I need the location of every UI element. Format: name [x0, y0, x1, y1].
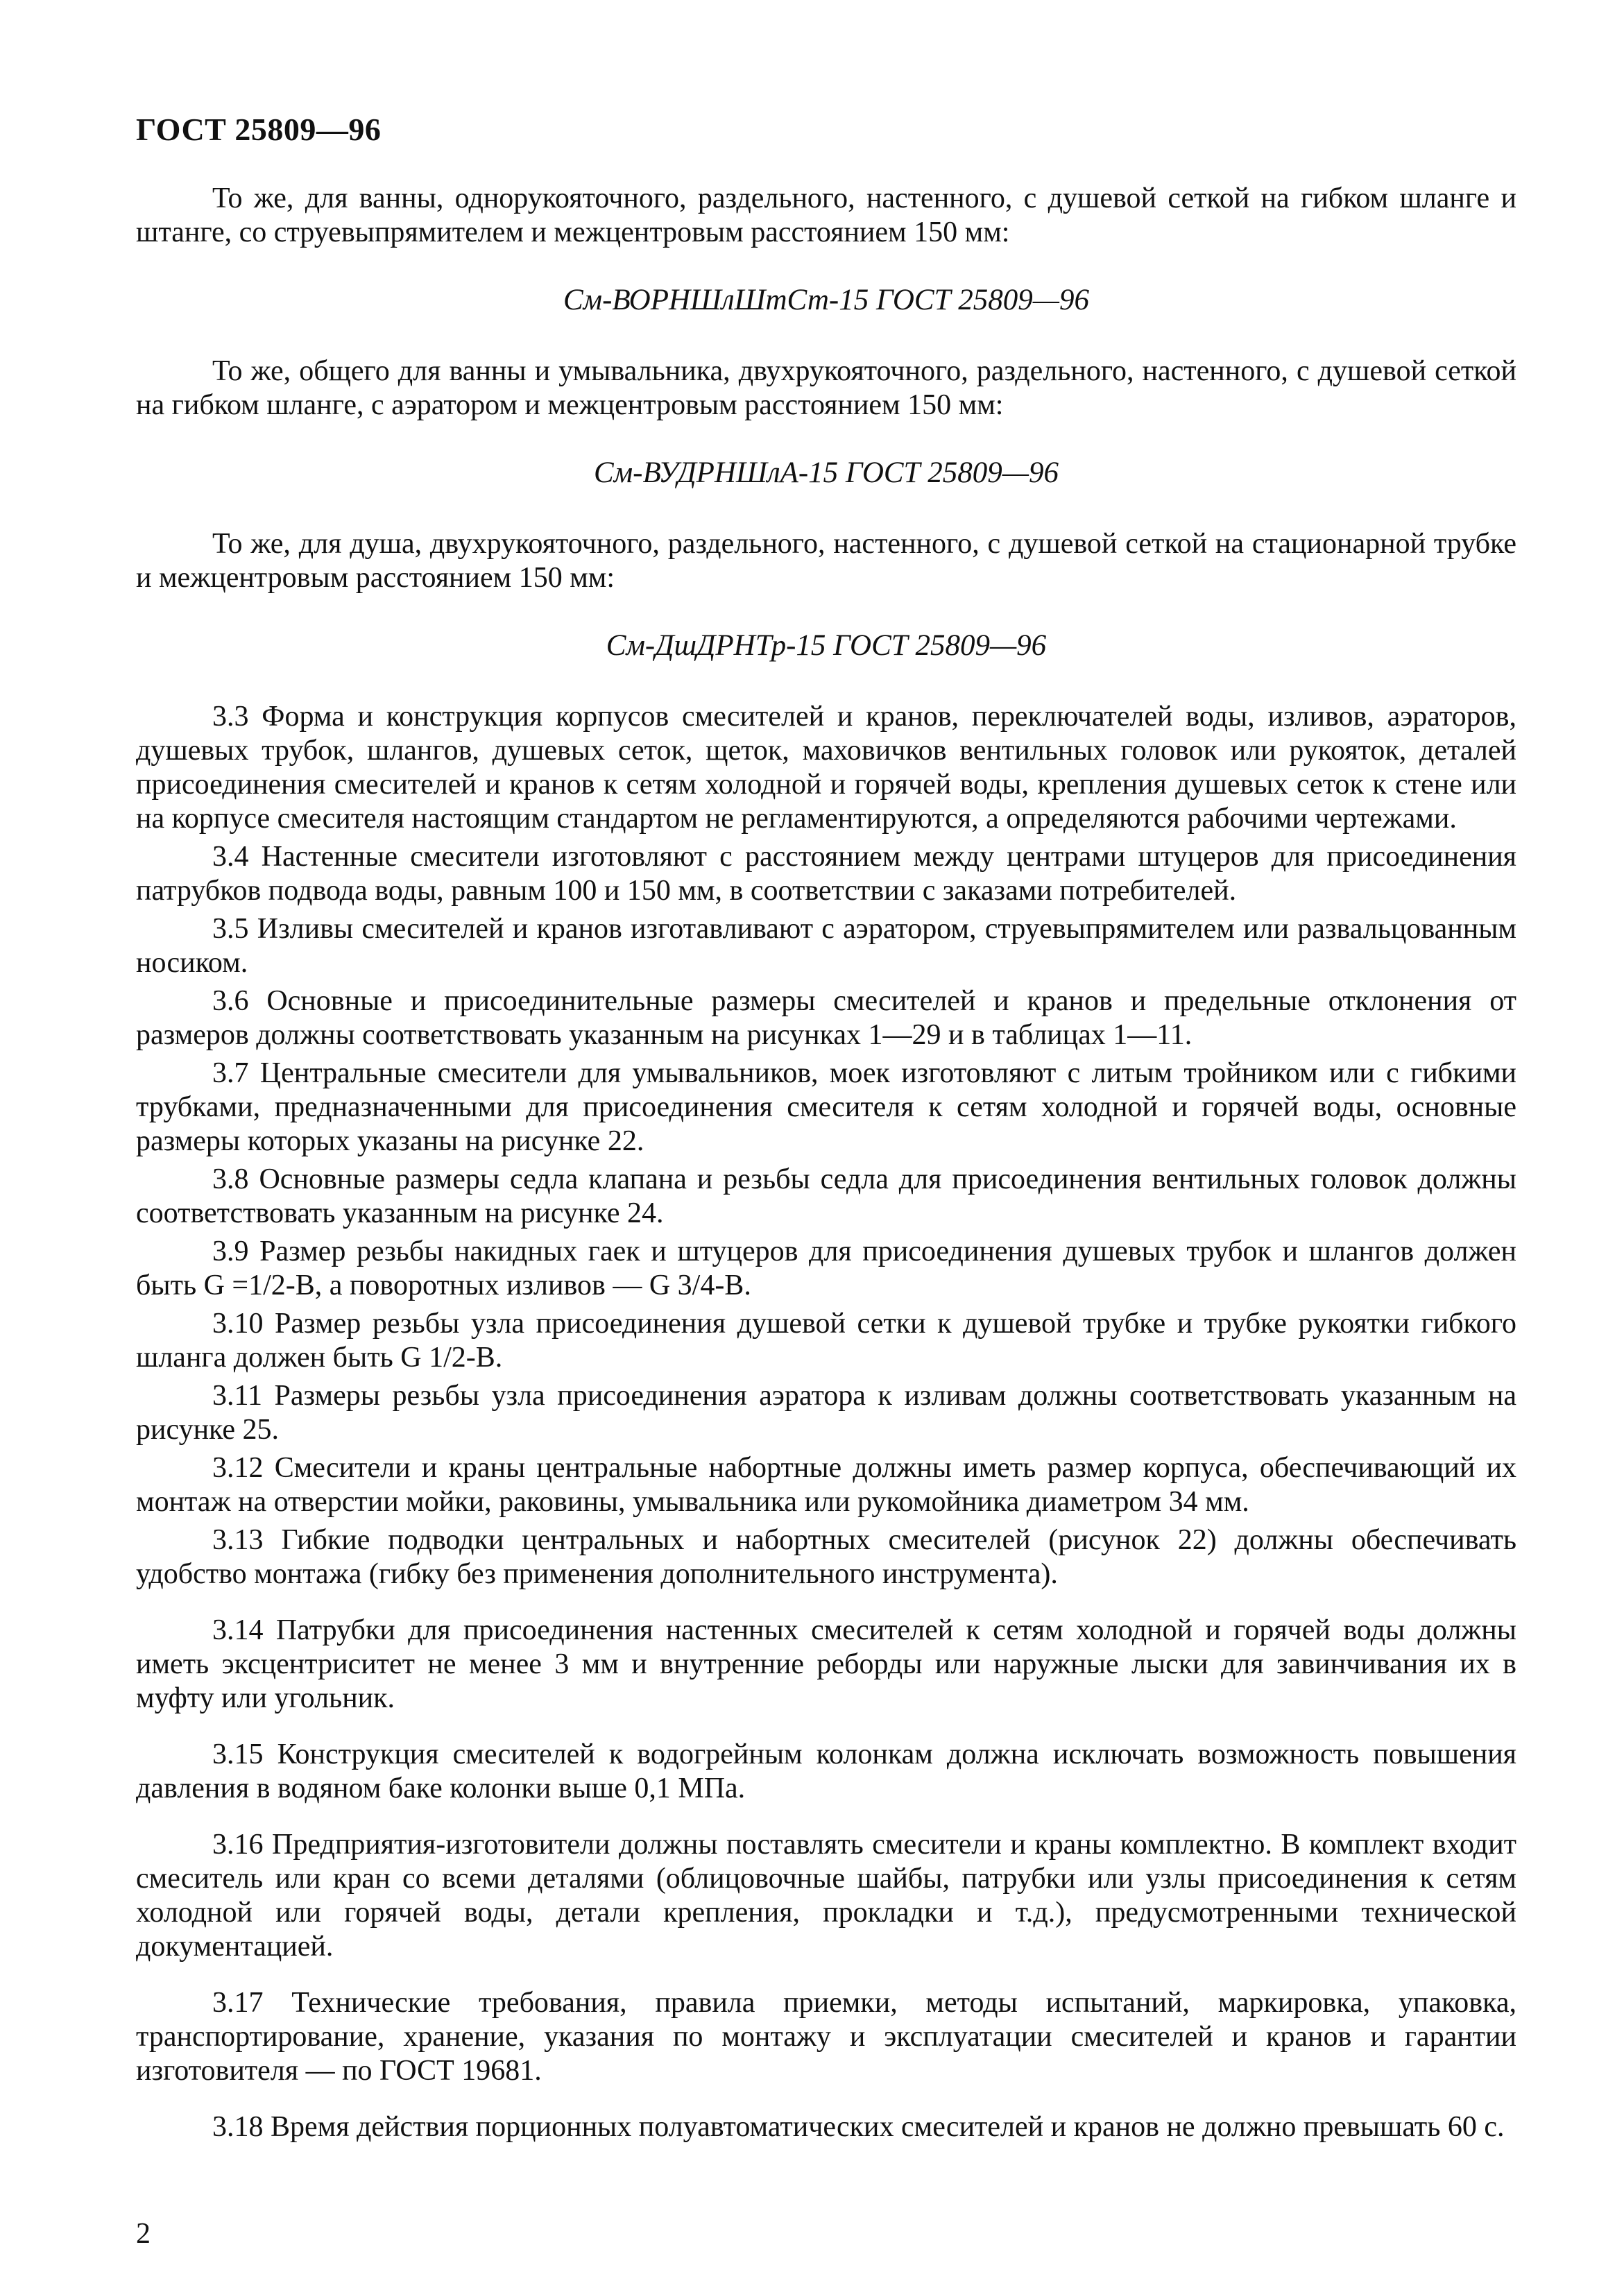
- intro-paragraph: То же, для ванны, однорукояточного, раздельного, настенного, с душевой сеткой на гибком шланге и штанге, со струевыпрямителем и межцентровым расстоянием 150 мм:: [136, 182, 1516, 248]
- clause-3-9: 3.9 Размер резьбы накидных гаек и штуцеров для присоединения душевых трубок и шлангов должен быть G =1/2-B, а поворотных изливов — G 3/4-B.: [136, 1236, 1516, 1301]
- document-body: [136, 182, 1516, 2148]
- document-header: ГОСТ 25809—96: [136, 112, 382, 147]
- clause-3-18: 3.18 Время действия порционных полуавтоматических смесителей и кранов не должно превышать 60 с.: [212, 2111, 1505, 2143]
- clause-3-13: 3.13 Гибкие подводки центральных и набортных смесителей (рисунок 22) должны обеспечивать удобство монтажа (гибку без применения дополнительного инструмента).: [136, 1524, 1516, 1590]
- clause-3-5: 3.5 Изливы смесителей и кранов изготавливают с аэратором, струевыпрямителем или развальцованным носиком.: [136, 913, 1516, 979]
- clause-3-6: 3.6 Основные и присоединительные размеры смесителей и кранов и предельные отклонения от размеров должны соответствовать указанным на рисунках 1—29 и в таблицах 1—11.: [136, 985, 1516, 1051]
- clause-3-7: 3.7 Центральные смесители для умывальников, моек изготовляют с литым тройником или с гибкими трубками, предназначенными для присоединения смесителя к сетям холодной и горячей воды, основные размеры которых указаны на рисунке 22.: [136, 1057, 1516, 1157]
- clause-3-8: 3.8 Основные размеры седла клапана и резьбы седла для присоединения вентильных головок должны соответствовать указанным на рисунке 24.: [136, 1163, 1516, 1229]
- clause-3-15: 3.15 Конструкция смесителей к водогрейным колонкам должна исключать возможность повышения давления в водяном баке колонки выше 0,1 МПа.: [136, 1738, 1516, 1804]
- clause-3-16: 3.16 Предприятия-изготовители должны поставлять смесители и краны комплектно. В комплект входит смеситель или кран со всеми деталями (облицовочные шайбы, патрубки или узлы присоединения к сетям холодной или горячей воды, детали крепления, прокладки и т.д.), предусмотренными технической документацией.: [136, 1829, 1516, 1963]
- clause-3-11: 3.11 Размеры резьбы узла присоединения аэратора к изливам должны соответствовать указанным на рисунке 25.: [136, 1380, 1516, 1446]
- clause-3-17: 3.17 Технические требования, правила приемки, методы испытаний, маркировка, упаковка, транспортирование, хранение, указания по монтажу и эксплуатации смесителей и кранов и гарантии изготовителя — по ГОСТ 19681.: [136, 1987, 1516, 2087]
- intro-paragraph: То же, общего для ванны и умывальника, двухрукояточного, раздельного, настенного, с душевой сеткой на гибком шланге, с аэратором и межцентровым расстоянием 150 мм:: [136, 355, 1516, 421]
- clause-3-3: 3.3 Форма и конструкция корпусов смесителей и кранов, переключателей воды, изливов, аэраторов, душевых трубок, шлангов, душевых сеток, щеток, маховичков вентильных головок или рукояток, деталей присоединения смесителей и кранов к сетям холодной и горячей воды, крепления душевых сеток к стене или на корпусе смесителя настоящим стандартом не регламентируются, а определяются рабочими чертежами.: [136, 701, 1516, 835]
- page-number: 2: [136, 2218, 151, 2250]
- intro-paragraph: То же, для душа, двухрукояточного, раздельного, настенного, с душевой сеткой на стационарной трубке и межцентровым расстоянием 150 мм:: [136, 528, 1516, 594]
- clause-3-12: 3.12 Смесители и краны центральные набортные должны иметь размер корпуса, обеспечивающий их монтаж на отверстии мойки, раковины, умывальника или рукомойника диаметром 34 мм.: [136, 1452, 1516, 1518]
- product-designation: См-ВОРНШлШтСт-15 ГОСТ 25809—96: [563, 284, 1089, 316]
- product-designation: См-ДшДРНТр-15 ГОСТ 25809—96: [606, 629, 1047, 662]
- clause-3-4: 3.4 Настенные смесители изготовляют с расстоянием между центрами штуцеров для присоединения патрубков подвода воды, равным 100 и 150 мм, в соответствии с заказами потребителей.: [136, 841, 1516, 907]
- clause-3-10: 3.10 Размер резьбы узла присоединения душевой сетки к душевой трубке и трубке рукоятки гибкого шланга должен быть G 1/2-B.: [136, 1308, 1516, 1374]
- product-designation: См-ВУДРНШлА-15 ГОСТ 25809—96: [594, 456, 1059, 489]
- clause-3-14: 3.14 Патрубки для присоединения настенных смесителей к сетям холодной и горячей воды должны иметь эксцентриситет не менее 3 мм и внутренние реборды или наружные лыски для завинчивания их в муфту или угольник.: [136, 1614, 1516, 1714]
